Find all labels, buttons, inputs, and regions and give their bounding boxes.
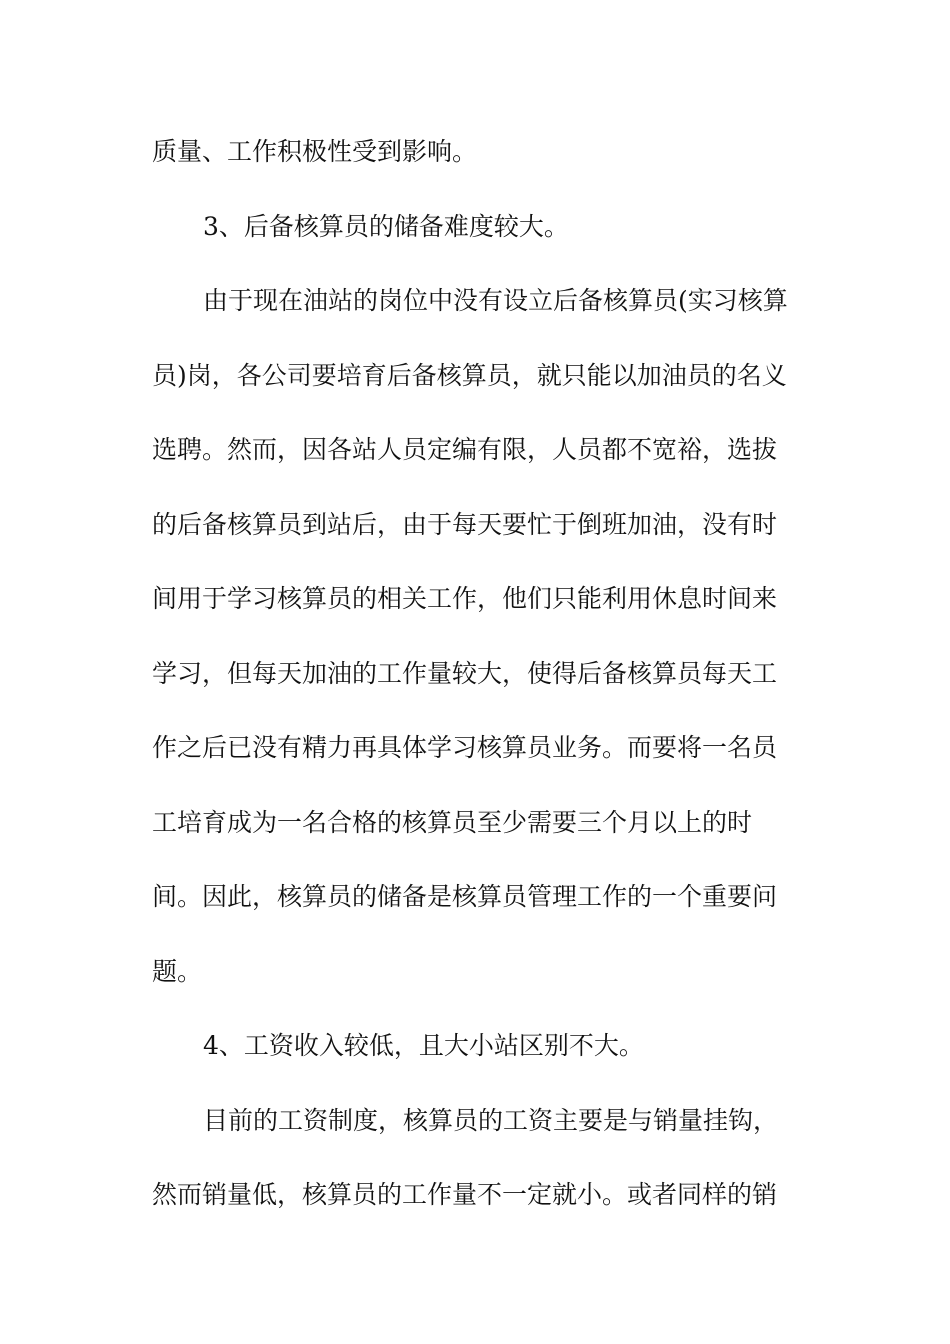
paragraph-line: 质量、工作积极性受到影响。 bbox=[152, 137, 478, 166]
paragraph-line: 学习，但每天加油的工作量较大，使得后备核算员每天工 bbox=[152, 659, 778, 688]
section-heading-4: 4、工资收入较低，且大小站区别不大。 bbox=[203, 1031, 644, 1060]
paragraph-line: 题。 bbox=[152, 957, 203, 986]
paragraph-line: 由于现在油站的岗位中没有设立后备核算员(实习核算 bbox=[203, 286, 788, 315]
paragraph-line: 间。因此，核算员的储备是核算员管理工作的一个重要问 bbox=[152, 882, 778, 911]
paragraph-line: 作之后已没有精力再具体学习核算员业务。而要将一名员 bbox=[152, 733, 778, 762]
paragraph-line: 然而销量低，核算员的工作量不一定就小。或者同样的销 bbox=[152, 1180, 778, 1209]
paragraph-line: 员)岗，各公司要培育后备核算员，就只能以加油员的名义 bbox=[152, 361, 787, 390]
paragraph-line: 工培育成为一名合格的核算员至少需要三个月以上的时 bbox=[152, 808, 753, 837]
section-heading-3: 3、后备核算员的储备难度较大。 bbox=[203, 212, 569, 241]
paragraph-line: 的后备核算员到站后，由于每天要忙于倒班加油，没有时 bbox=[152, 510, 778, 539]
paragraph-line: 间用于学习核算员的相关工作，他们只能利用休息时间来 bbox=[152, 584, 778, 613]
paragraph-line: 选聘。然而，因各站人员定编有限，人员都不宽裕，选拔 bbox=[152, 435, 778, 464]
paragraph-line: 目前的工资制度，核算员的工资主要是与销量挂钩， bbox=[203, 1106, 779, 1135]
